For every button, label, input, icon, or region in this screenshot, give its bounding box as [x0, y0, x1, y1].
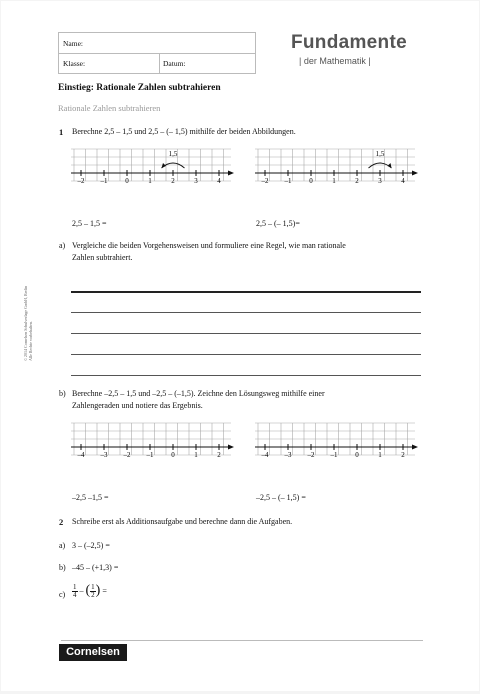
name-row	[59, 33, 255, 54]
answer-1a: 2,5 – 1,5 =	[72, 219, 107, 228]
series-logo-subtitle: | der Mathematik |	[299, 56, 371, 66]
writing-line	[71, 333, 421, 334]
tick-label: 2	[401, 451, 405, 459]
worksheet-title: Einstieg: Rationale Zahlen subtrahieren	[58, 83, 221, 93]
tick-label: –1	[100, 177, 108, 185]
number-line-b1	[69, 419, 234, 463]
writing-line	[71, 312, 421, 313]
tick-label: 3	[378, 177, 382, 185]
tick-label: –1	[284, 177, 292, 185]
task-2-number: 2	[59, 517, 64, 527]
series-logo-title: Fundamente	[291, 32, 407, 53]
tick-label: 0	[309, 177, 313, 185]
worksheet-page	[1, 1, 479, 691]
writing-line	[71, 375, 421, 376]
tick-label: –4	[261, 451, 269, 459]
tick-label: –4	[77, 451, 85, 459]
arc-label-1b: 1,5	[375, 150, 385, 158]
writing-line	[71, 354, 421, 355]
tick-label: 2	[355, 177, 359, 185]
date-label: Datum:	[163, 59, 186, 68]
item-c-label: c)	[59, 590, 66, 599]
worksheet-subtitle: Rationale Zahlen subtrahieren	[58, 103, 161, 113]
class-label: Klasse:	[63, 59, 86, 68]
task-2-prompt: Schreibe erst als Additionsaufgabe und berechne dann die Aufgaben.	[72, 517, 293, 526]
tick-label: –1	[146, 451, 154, 459]
fraction: $\frac{1}{4}$	[73, 582, 77, 599]
tick-label: 4	[401, 177, 405, 185]
tick-label: –2	[261, 177, 269, 185]
tick-label: 1	[194, 451, 198, 459]
tick-label: 1	[332, 177, 336, 185]
arc-label-1a: 1,5	[168, 150, 178, 158]
item-c-expr: $\frac{1}{4}$ – ( $\frac{1}{2}$ ) =	[73, 582, 107, 599]
tick-label: 3	[194, 177, 198, 185]
publisher-logo: Cornelsen	[59, 644, 127, 661]
task-1-prompt: Berechne 2,5 – 1,5 und 2,5 – (– 1,5) mithilfe der beiden Abbildungen.	[72, 127, 296, 136]
tick-label: –2	[123, 451, 131, 459]
tick-label: 2	[171, 177, 175, 185]
tick-label: 1	[148, 177, 152, 185]
task-1-number: 1	[59, 127, 64, 137]
answer-1b: 2,5 – (– 1,5)=	[256, 219, 300, 228]
writing-line	[71, 291, 421, 293]
copyright-note: © 2014 Cornelsen Schulverlage GmbH, Berlin Alle Rechte vorbehalten.	[23, 285, 33, 361]
answer-b2: –2,5 – (– 1,5) =	[256, 493, 306, 502]
tick-label: –3	[100, 451, 108, 459]
number-line-1a	[69, 145, 234, 189]
tick-label: 1	[378, 451, 382, 459]
info-divider	[159, 53, 160, 73]
part-a-label: a)	[59, 241, 66, 250]
part-a-text-1: Vergleiche die beiden Vorgehensweisen und formuliere eine Regel, wie man rationale	[72, 241, 346, 250]
tick-label: 4	[217, 177, 221, 185]
item-a-label: a)	[59, 541, 66, 550]
tick-label: 0	[171, 451, 175, 459]
part-b-label: b)	[59, 389, 66, 398]
tick-label: –2	[77, 177, 85, 185]
tick-label: –1	[330, 451, 338, 459]
item-b-expr: –45 – (+1,3) =	[72, 563, 119, 572]
tick-label: –3	[284, 451, 292, 459]
tick-label: –2	[307, 451, 315, 459]
tick-label: 0	[355, 451, 359, 459]
student-info-box	[58, 32, 256, 74]
tick-label: 0	[125, 177, 129, 185]
fraction: $\frac{1}{2}$	[91, 582, 95, 599]
part-a-text-2: Zahlen subtrahiert.	[72, 253, 133, 262]
name-label: Name:	[63, 39, 83, 48]
tick-label: 2	[217, 451, 221, 459]
part-b-text-2: Zahlengeraden und notiere das Ergebnis.	[72, 401, 203, 410]
class-date-row	[59, 53, 255, 73]
number-line-1b	[253, 145, 418, 189]
item-a-expr: 3 – (–2,5) =	[72, 541, 110, 550]
item-b-label: b)	[59, 563, 66, 572]
footer-divider	[61, 640, 423, 641]
part-b-text-1: Berechne –2,5 – 1,5 und –2,5 – (–1,5). Zeichne den Lösungsweg mithilfe einer	[72, 389, 325, 398]
answer-b1: –2,5 –1,5 =	[72, 493, 109, 502]
number-line-b2	[253, 419, 418, 463]
